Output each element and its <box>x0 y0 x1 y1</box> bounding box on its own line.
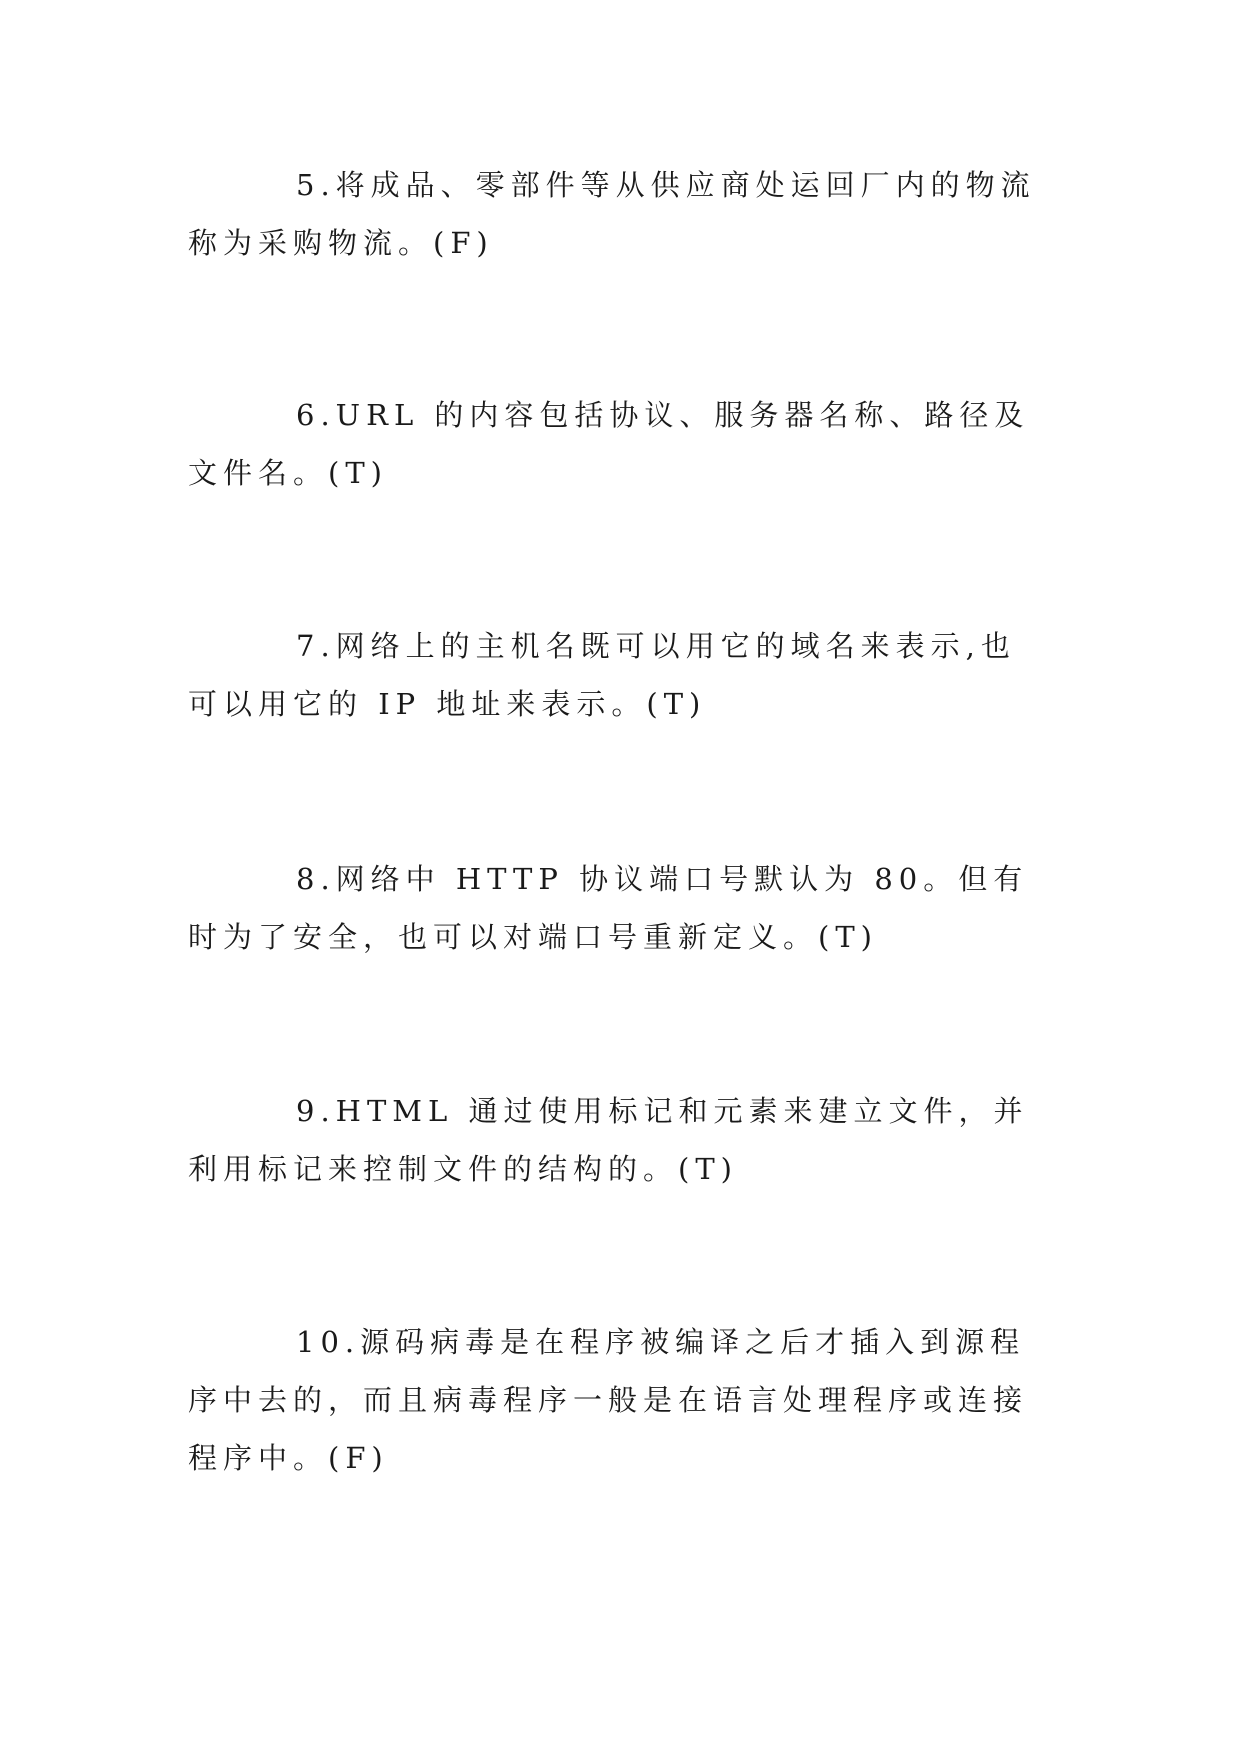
question-6: 6.URL 的内容包括协议、服务器名称、路径及文件名。(T) <box>188 398 1030 490</box>
question-10: 10.源码病毒是在程序被编译之后才插入到源程序中去的，而且病毒程序一般是在语言处理程序或连接程序中。(F) <box>188 1325 1029 1475</box>
question-5: 5.将成品、零部件等从供应商处运回厂内的物流称为采购物流。(F) <box>188 168 1036 260</box>
question-8: 8.网络中 HTTP 协议端口号默认为 80。但有时为了安全，也可以对端口号重新定义。(T) <box>188 862 1029 954</box>
question-9: 9.HTML 通过使用标记和元素来建立文件，并利用标记来控制文件的结构的。(T) <box>188 1094 1029 1186</box>
question-7: 7.网络上的主机名既可以用它的域名来表示,也可以用它的 IP 地址来表示。(T) <box>188 629 1016 721</box>
